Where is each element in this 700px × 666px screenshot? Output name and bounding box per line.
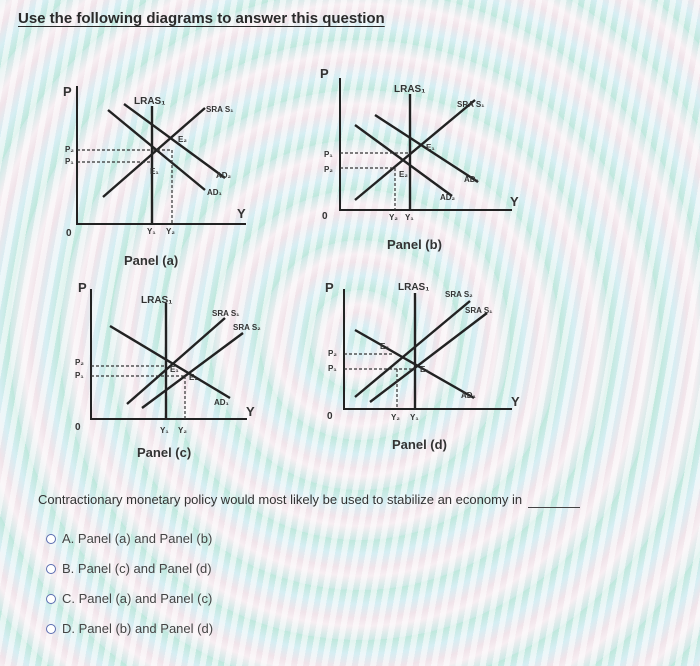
panel-d-price-label-2: P₁ xyxy=(328,364,337,373)
panel-b-sras-line xyxy=(355,100,475,200)
panel-c-sras1-line xyxy=(127,318,225,404)
panel-a-eq-label-1: E₁ xyxy=(150,167,159,176)
panel-b-lras-label: LRAS₁ xyxy=(394,84,426,95)
panel-a-output-label-2: Y₂ xyxy=(166,227,175,236)
panel-a-ad2-label: AD₂ xyxy=(216,171,232,180)
panel-b-ad2-label: AD₂ xyxy=(440,193,456,202)
panel-c-origin: 0 xyxy=(75,422,81,433)
panel-d-lras-label: LRAS₁ xyxy=(398,282,430,293)
panel-c-lras-label: LRAS₁ xyxy=(141,295,173,306)
panel-a-y-axis-label: P xyxy=(63,84,72,99)
panel-c-output-label-1: Y₁ xyxy=(160,426,169,435)
panel-d-sras2-label: SRA S₂ xyxy=(445,290,473,299)
panel-c-x-axis-label: Y xyxy=(246,404,255,419)
radio-option-a[interactable] xyxy=(46,534,56,544)
panel-d-sras1-label: SRA S₁ xyxy=(465,306,493,315)
option-d-label: D. Panel (b) and Panel (d) xyxy=(62,621,214,636)
panel-a-lras-label: LRAS₁ xyxy=(134,96,166,107)
option-b[interactable] xyxy=(46,561,212,576)
panel-b-sras-label: SRA S₁ xyxy=(457,100,485,109)
panel-b-y-axis-label: P xyxy=(320,66,329,81)
panel-d-sras1-line xyxy=(370,313,487,402)
panel-c-y-axis-label: P xyxy=(78,280,87,295)
radio-option-d[interactable] xyxy=(46,624,56,634)
option-a-label: A. Panel (a) and Panel (b) xyxy=(62,531,213,546)
question-text: Contractionary monetary policy would most likely be used to stabilize an economy in xyxy=(38,492,523,507)
panel-c-output-label-2: Y₂ xyxy=(178,426,187,435)
radio-option-c[interactable] xyxy=(46,594,56,604)
panel-d-sras2-line xyxy=(355,301,470,397)
panel-a-price-label-2: P₁ xyxy=(65,157,74,166)
panel-a-x-axis-label: Y xyxy=(237,206,246,221)
panel-a-eq-label-2: E₂ xyxy=(178,135,187,144)
panel-c-ad1-label: AD₁ xyxy=(214,398,229,407)
panel-b-origin: 0 xyxy=(322,211,328,222)
panel-b-x-axis-label: Y xyxy=(510,194,519,209)
panel-a-output-label-1: Y₁ xyxy=(147,227,156,236)
option-b-label: B. Panel (c) and Panel (d) xyxy=(62,561,212,576)
panel-d-eq-label-2: E₁ xyxy=(420,365,429,374)
panel-c-eq-label-2: E₂ xyxy=(189,373,198,382)
panel-b-ad2-line xyxy=(355,125,452,196)
panel-c-sras2-label: SRA S₂ xyxy=(233,323,261,332)
panel-c-price-label-1: P₂ xyxy=(75,358,84,367)
panel-c-title: Panel (c) xyxy=(137,445,192,460)
panel-d-eq-label-1: E₂ xyxy=(380,342,389,351)
panel-b-eq-label-2: E₂ xyxy=(399,170,408,179)
answer-blank xyxy=(528,492,580,508)
panel-b-ad1-label: AD₁ xyxy=(464,175,479,184)
panel-b-price-label-2: P₂ xyxy=(324,165,333,174)
panel-d-price-label-1: P₂ xyxy=(328,349,337,358)
panel-d-ad1-label: AD₁ xyxy=(461,391,476,400)
panel-a-title: Panel (a) xyxy=(124,253,179,268)
panel-c-price-label-2: P₁ xyxy=(75,371,84,380)
panel-c-eq-label-1: E₁ xyxy=(170,365,179,374)
option-a[interactable] xyxy=(46,531,212,546)
panel-a-sras-label: SRA S₁ xyxy=(206,105,234,114)
panel-b-price-label-1: P₁ xyxy=(324,150,333,159)
panel-d-output-label-2: Y₁ xyxy=(410,413,419,422)
panel-a-origin: 0 xyxy=(66,228,72,239)
panel-d-x-axis-label: Y xyxy=(511,394,520,409)
option-d[interactable] xyxy=(46,621,213,636)
page-title: Use the following diagrams to answer this question xyxy=(18,10,385,27)
panel-d-y-axis-label: P xyxy=(325,280,334,295)
option-c[interactable] xyxy=(46,591,212,606)
panel-b-eq-label-1: E₁ xyxy=(426,143,435,152)
panel-d-origin: 0 xyxy=(327,411,333,422)
panel-d-output-label-1: Y₂ xyxy=(391,413,400,422)
panel-b-title: Panel (b) xyxy=(387,237,442,252)
panel-c-sras1-label: SRA S₁ xyxy=(212,309,240,318)
panel-d-title: Panel (d) xyxy=(392,437,447,452)
panel-b-output-label-2: Y₁ xyxy=(405,213,414,222)
panel-a-price-label-1: P₂ xyxy=(65,145,74,154)
option-c-label: C. Panel (a) and Panel (c) xyxy=(62,591,213,606)
question-prompt xyxy=(38,492,580,508)
panel-b-output-label-1: Y₂ xyxy=(389,213,398,222)
panel-a-ad1-label: AD₁ xyxy=(207,188,222,197)
radio-option-b[interactable] xyxy=(46,564,56,574)
